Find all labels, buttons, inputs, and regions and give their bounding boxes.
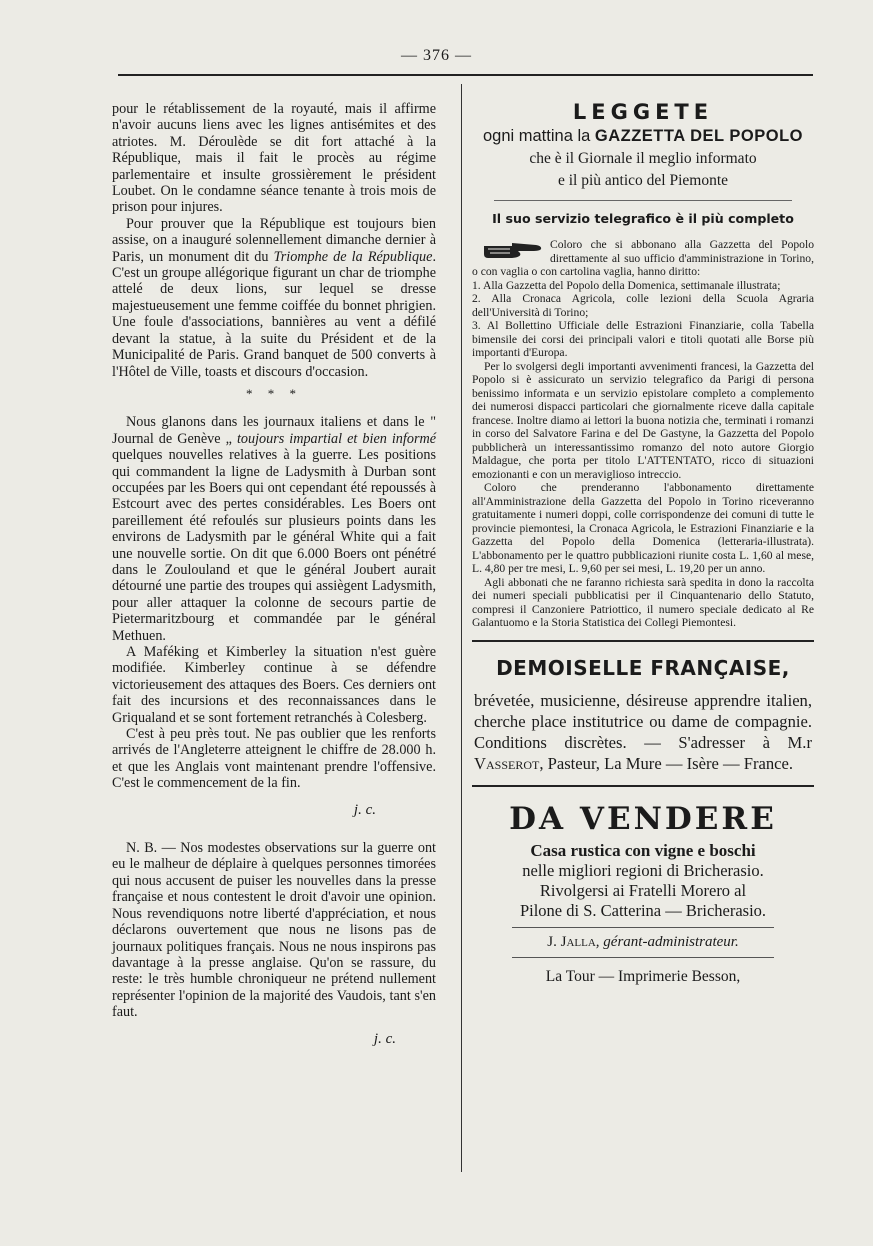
author-signature: j. c. [353, 801, 376, 818]
ad-demoiselle-text-b: , Pasteur, La Mure — Isère — France. [539, 754, 794, 774]
subtitle-prefix: ogni mattina la [482, 127, 595, 145]
monument-name: Triomphe de la République [273, 248, 433, 265]
journal-qualifier: toujours impartial et bien informé [236, 430, 437, 447]
ad-da-vendere-line-2: nelle migliori regioni di Bricherasio. [522, 860, 764, 880]
ad-demoiselle-body [474, 690, 812, 775]
contact-name: Vasserot [474, 754, 540, 774]
ad-gazzetta-item-2: 2. Alla Cronaca Agricola, colle lezioni della Scuola Agraria dell'Università di Torino; [472, 292, 814, 319]
ad-gazzetta-line3: che è il Giornale il meglio informato [529, 150, 757, 167]
ad-gazzetta-line4: e il più antico del Piemonte [557, 172, 729, 189]
ad-gazzetta-intro-text: Coloro che si abbonano alla Gazzetta del Popolo direttamente al suo ufficio d'amministrazione in Torino, o con vaglia o con cartolina vaglia, hanno diritto: [472, 238, 814, 278]
manager-signoff [472, 934, 814, 951]
paragraph-3 [112, 414, 436, 644]
paragraph-2-start: Pour prouver que la République est toujours bien assise, on a inauguré solennellement dimanche dernier à Paris, un monument dit du [112, 215, 436, 265]
ad-da-vendere-title: DA VENDERE [509, 800, 777, 837]
imprint-rule [512, 957, 774, 958]
ad-gazzetta-title: LEGGETE [572, 100, 714, 124]
right-column-ads [472, 100, 814, 986]
author-signature-2: j. c. [373, 1030, 396, 1047]
paragraph-2 [112, 216, 436, 380]
manager-role: , gérant-administrateur. [595, 933, 739, 950]
ad-separator-2 [472, 785, 814, 787]
paragraph-5: C'est à peu près tout. Ne pas oublier que les renforts arrivés de l'Angleterre atteignent le chiffre de 28.000 h. et que les Anglais vont maintenant prendre l'offensive. C'est le commencement de la fin. [112, 726, 436, 792]
signoff-rule [512, 927, 774, 928]
pointing-hand-icon [482, 240, 544, 260]
paragraph-4: A Maféking et Kimberley la situation n'est guère modifiée. Kimberley continue à se défendre victorieusement des attaques des Boers. Ces derniers ont fait des incursions et des reconnaissances dans le Griqualand et se sont fortement retranchés à Colesberg. [112, 644, 436, 726]
column-divider [461, 84, 462, 1172]
ad-separator-1 [472, 640, 814, 642]
ad-demoiselle [472, 656, 814, 787]
paragraph-nb: N. B. — Nos modestes observations sur la guerre ont eu le malheur de déplaire à quelques personnes timorées qui nous accusent de puiser les nouvelles dans la presse française et nous contestent le droit d'avoir une opinion. Nous revendiquons notre liberté d'appréciation, et nous déclarons ouvertement que nous ne lisons pas de journaux politiques français. Nous ne nous inspirons pas davantage à la presse anglaise. Qu'on se rassure, du reste: le très humble chroniqueur ne prétend nullement représenter l'opinion de la majorité des Vaudois, tant s'en faut. [112, 840, 436, 1021]
ad-gazzetta-para-2: Per lo svolgersi degli importanti avvenimenti francesi, la Gazzetta del Popolo si è assicurato un servizio telegrafico da Parigi di persona benissimo informata e un servizio epistolare completo a complemento dei numerosi dispacci particolari che giornalmente riceve dalla capitale francese. Inoltre diamo ai lettori la buona notizia che, terminati i romanzi in corso del Salvatore Farina e del De Gastyne, la Gazzetta del Popolo pubblicherà un interessantissimo romanzo del noto autore Giorgio Maldague, che porta per titolo L'ATTENTATO, ricco di situazioni emozionanti e con un meraviglioso intreccio. [472, 359, 814, 481]
paragraph-1: pour le rétablissement de la royauté, mais il affirme n'avoir aucuns liens avec les lignes antisémites et des atriotes. M. Déroulède se dit fort attaché à la République, mais il fait le procès au régime parlementaire et insulte grossièrement le président Loubet. On le condamne séance tenante à trois mois de prison pour injures. [112, 101, 436, 216]
manager-name: J. Jalla [547, 933, 596, 950]
ad-gazzetta-item-1: 1. Alla Gazzetta del Popolo della Domenica, settimanale illustrata; [472, 278, 781, 292]
header-rule [118, 74, 813, 76]
ad-da-vendere [472, 801, 814, 921]
ad-gazzetta [472, 100, 814, 642]
ad-demoiselle-text-a: brévetée, musicienne, désireuse apprendre italien, cherche place institutrice ou dame de compagnie. Conditions discrètes. — S'adresser à M.r [474, 690, 812, 753]
ad-da-vendere-line-3: Rivolgersi ai Fratelli Morero al [539, 880, 747, 900]
ad-da-vendere-line-4: Pilone di S. Catterina — Bricherasio. [519, 900, 767, 920]
left-column-article [112, 101, 436, 1047]
ad-gazzetta-telegraph: Il suo servizio telegrafico è il più completo [492, 211, 794, 226]
printer-imprint: La Tour — Imprimerie Besson, [545, 967, 741, 985]
ad-demoiselle-title: DEMOISELLE FRANÇAISE, [496, 655, 790, 680]
newspaper-name: GAZZETTA DEL POPOLO [594, 127, 804, 145]
ad-gazzetta-para-4: Agli abbonati che ne faranno richiesta sarà spedita in dono la raccolta dei numeri speciali pubblicatisi per il Cinquantenario dello Statuto, compresi il Canzoniere Patriottico, il numero speciale dedicato al Re Galantuomo e la Storia Statistica dei Collegi Piemontesi. [472, 575, 814, 629]
paragraph-2-end: . C'est un groupe allégorique figurant un char de triomphe attelé de deux lions, sur lequel se dresse majestueusement une femme coiffée du bonnet phrigien. Une foule d'associations, bannières au vent a défilé devant la statue, à la suite du Président et de la Municipalité de Paris. Grand banquet de 500 converts à l'Hôtel de Ville, toasts et discours d'occasion. [112, 248, 436, 380]
ad-gazzetta-item-3: 3. Al Bollettino Ufficiale delle Estrazioni Finanziarie, colla Tabella bimensile dei corsi dei principali valori e titoli quotati alle Borse più importanti d'Europa. [472, 319, 814, 359]
paragraph-3-start: Nous glanons dans les journaux italiens et dans le " Journal de Genève „ [112, 414, 436, 447]
ad-gazzetta-rule [494, 200, 792, 201]
ad-gazzetta-intro [472, 238, 814, 279]
section-separator: * * * [246, 385, 302, 401]
paragraph-3-end: quelques nouvelles relatives à la guerre. Les positions qui commandent la ligne de Ladysmith à Durban sont occupées par les Boers qui ont cependant été repoussés à Estcourt avec des pertes considérables. Les Boers ont pareillement été refoulés sur plusieurs points dans les environs de Ladysmith par le général White qui a fait une nouvelle sortie. On dit que 6.000 Boers ont pénétré dans le Zoulouland et que le général Joubert aurait détourné une partie des troupes qui assiègent Ladysmith, pour aller attaquer la colonne de secours partie de Pietermaritzbourg et commandée par le général Methuen. [112, 447, 436, 644]
ad-da-vendere-line-1: Casa rustica con vigne e boschi [530, 840, 756, 860]
ad-gazzetta-subtitle [472, 127, 814, 146]
ad-gazzetta-body [472, 238, 814, 630]
page-number: — 376 — [401, 47, 472, 64]
ad-gazzetta-para-3: Coloro che prenderanno l'abbonamento direttamente all'Amministrazione della Gazzetta del Popolo in Torino riceveranno gratuitamente i numeri doppi, colle corrispondenze dei comuni di tutte le provincie piemontesi, la Cronaca Agricola, le Estrazioni Finanziarie e la Gazzetta del Popolo della Domenica (letteraria-illustrata). L'abbonamento per le quattro pubblicazioni riunite costa L. 1,60 al mese, L. 4,80 per tre mesi, L. 9,60 per sei mesi, L. 19,20 per un anno. [472, 481, 814, 575]
